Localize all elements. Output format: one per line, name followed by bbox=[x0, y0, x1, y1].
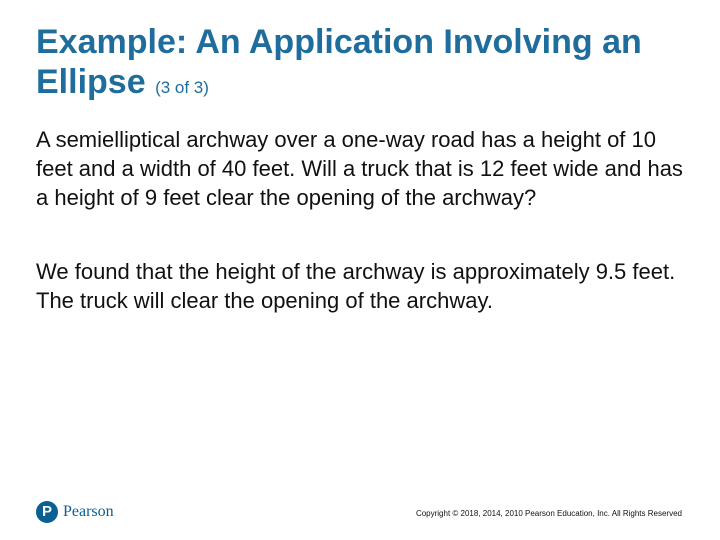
copyright-notice: Copyright © 2018, 2014, 2010 Pearson Education, Inc. All Rights Reserved bbox=[415, 509, 682, 518]
pearson-logo-text: Pearson bbox=[63, 503, 114, 520]
problem-paragraph: A semielliptical archway over a one-way road has a height of 10 feet and a width of 40 feet. Will a truck that is 12 feet wide and has a height of 9 feet clear the opening of the archway? bbox=[36, 127, 683, 210]
answer-paragraph: We found that the height of the archway is approximately 9.5 feet. The truck will clear the opening of the archway. bbox=[36, 259, 676, 313]
pearson-logo-icon: P bbox=[36, 501, 58, 523]
slide-title-main: Example: An Application Involving an Ellipse bbox=[36, 23, 642, 101]
slide-title bbox=[36, 22, 696, 108]
pearson-logo bbox=[36, 501, 114, 523]
slide-title-sub: (3 of 3) bbox=[155, 78, 209, 97]
